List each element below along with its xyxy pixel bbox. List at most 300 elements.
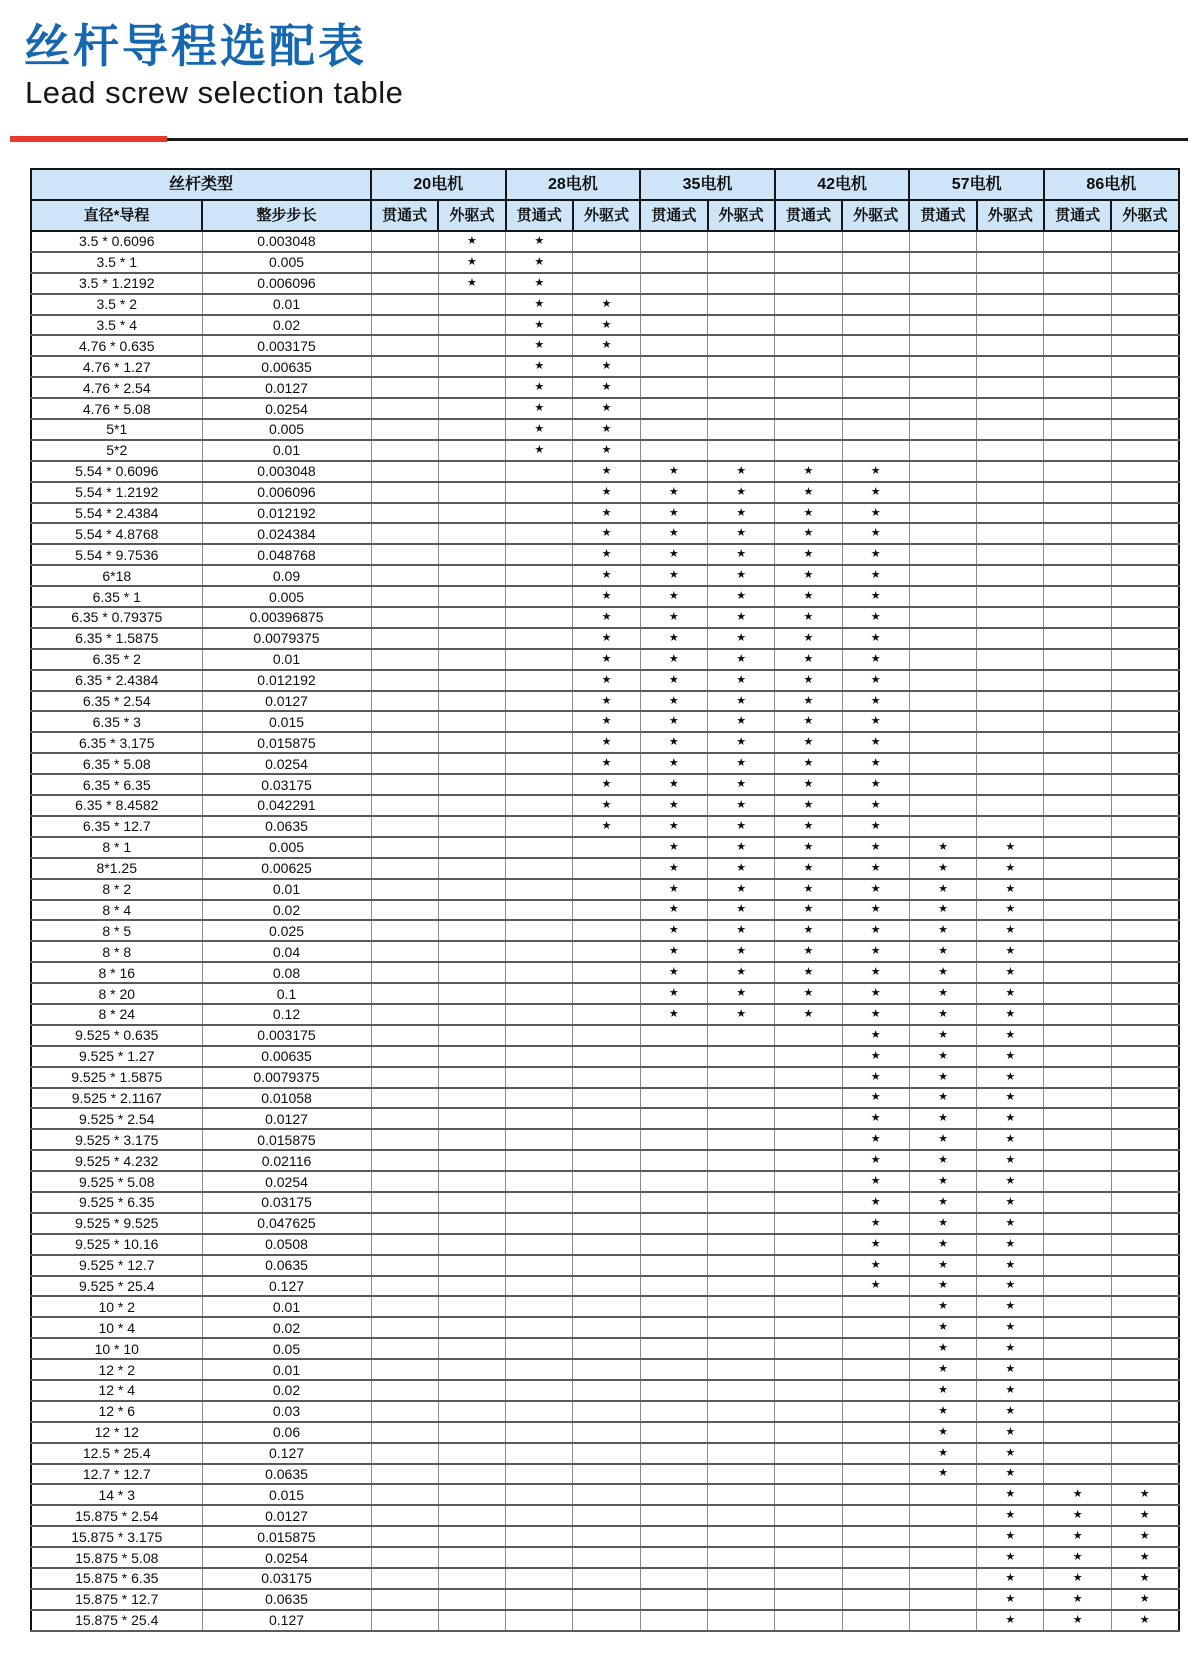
empty-mark-cell [775,1505,842,1526]
empty-mark-cell [708,1443,775,1464]
star-mark-cell: ★ [640,670,707,691]
empty-mark-cell [1044,440,1111,461]
spec-cell: 12 * 6 [31,1401,202,1422]
empty-mark-cell [775,1568,842,1589]
star-mark-cell: ★ [909,1380,976,1401]
empty-mark-cell [977,315,1044,336]
empty-mark-cell [640,315,707,336]
empty-mark-cell [640,252,707,273]
table-row [31,461,1179,482]
star-mark-cell: ★ [977,1338,1044,1359]
star-mark-cell: ★ [909,1004,976,1025]
spec-cell: 3.5 * 2 [31,294,202,315]
star-mark-cell: ★ [842,544,909,565]
empty-mark-cell [640,1255,707,1276]
step-cell: 0.042291 [202,795,371,816]
empty-mark-cell [842,1317,909,1338]
empty-mark-cell [708,1568,775,1589]
spec-cell: 4.76 * 0.635 [31,335,202,356]
star-mark-cell: ★ [573,398,640,419]
empty-mark-cell [842,335,909,356]
spec-cell: 15.875 * 25.4 [31,1610,202,1631]
empty-mark-cell [775,1464,842,1485]
empty-mark-cell [438,858,505,879]
empty-mark-cell [371,482,438,503]
empty-mark-cell [909,753,976,774]
step-cell: 0.0127 [202,1108,371,1129]
empty-mark-cell [909,482,976,503]
empty-mark-cell [909,440,976,461]
spec-cell: 9.525 * 0.635 [31,1025,202,1046]
star-mark-cell: ★ [708,565,775,586]
empty-mark-cell [977,461,1044,482]
star-mark-cell: ★ [573,503,640,524]
table-row [31,544,1179,565]
empty-mark-cell [842,1380,909,1401]
spec-cell: 6.35 * 3 [31,711,202,732]
star-mark-cell: ★ [640,795,707,816]
empty-mark-cell [1111,941,1178,962]
star-mark-cell: ★ [909,962,976,983]
empty-mark-cell [640,335,707,356]
empty-mark-cell [438,440,505,461]
empty-mark-cell [708,440,775,461]
empty-mark-cell [573,920,640,941]
step-cell: 0.003048 [202,231,371,252]
empty-mark-cell [506,482,573,503]
star-mark-cell: ★ [909,1234,976,1255]
star-mark-cell: ★ [708,1004,775,1025]
empty-mark-cell [775,1401,842,1422]
step-cell: 0.00635 [202,1046,371,1067]
table-row [31,962,1179,983]
star-mark-cell: ★ [640,900,707,921]
empty-mark-cell [506,1484,573,1505]
spec-cell: 6.35 * 0.79375 [31,607,202,628]
empty-mark-cell [438,482,505,503]
star-mark-cell: ★ [909,1129,976,1150]
empty-mark-cell [438,1484,505,1505]
spec-cell: 8*1.25 [31,858,202,879]
empty-mark-cell [640,1526,707,1547]
empty-mark-cell [573,1046,640,1067]
empty-mark-cell [371,1380,438,1401]
star-mark-cell: ★ [977,1422,1044,1443]
star-mark-cell: ★ [977,941,1044,962]
empty-mark-cell [371,649,438,670]
star-mark-cell: ★ [977,837,1044,858]
star-mark-cell: ★ [775,837,842,858]
empty-mark-cell [708,1255,775,1276]
empty-mark-cell [708,1108,775,1129]
step-cell: 0.0127 [202,377,371,398]
empty-mark-cell [506,1108,573,1129]
star-mark-cell: ★ [708,941,775,962]
empty-mark-cell [506,649,573,670]
empty-mark-cell [573,1380,640,1401]
empty-mark-cell [1111,586,1178,607]
empty-mark-cell [371,1589,438,1610]
empty-mark-cell [438,1088,505,1109]
table-row [31,1464,1179,1485]
empty-mark-cell [1044,1296,1111,1317]
table-row [31,1443,1179,1464]
empty-mark-cell [371,377,438,398]
empty-mark-cell [775,1255,842,1276]
spec-cell: 6.35 * 1 [31,586,202,607]
star-mark-cell: ★ [977,1505,1044,1526]
step-cell: 0.0079375 [202,1067,371,1088]
empty-mark-cell [1044,962,1111,983]
star-mark-cell: ★ [775,607,842,628]
star-mark-cell: ★ [775,941,842,962]
table-row [31,335,1179,356]
empty-mark-cell [438,1526,505,1547]
empty-mark-cell [909,586,976,607]
star-mark-cell: ★ [640,753,707,774]
star-mark-cell: ★ [573,315,640,336]
star-mark-cell: ★ [775,711,842,732]
star-mark-cell: ★ [977,1088,1044,1109]
empty-mark-cell [977,503,1044,524]
star-mark-cell: ★ [775,649,842,670]
star-mark-cell: ★ [506,440,573,461]
header-full-step: 整步步长 [202,200,371,231]
empty-mark-cell [438,398,505,419]
empty-mark-cell [1044,231,1111,252]
spec-cell: 12 * 2 [31,1359,202,1380]
empty-mark-cell [438,1108,505,1129]
empty-mark-cell [1111,419,1178,440]
spec-cell: 10 * 10 [31,1338,202,1359]
empty-mark-cell [371,1505,438,1526]
empty-mark-cell [573,231,640,252]
empty-mark-cell [506,816,573,837]
step-cell: 0.005 [202,419,371,440]
empty-mark-cell [708,1589,775,1610]
empty-mark-cell [1044,482,1111,503]
star-mark-cell: ★ [708,858,775,879]
star-mark-cell: ★ [842,1171,909,1192]
spec-cell: 9.525 * 25.4 [31,1276,202,1297]
empty-mark-cell [909,628,976,649]
step-cell: 0.03175 [202,1568,371,1589]
star-mark-cell: ★ [775,879,842,900]
empty-mark-cell [438,565,505,586]
empty-mark-cell [640,1547,707,1568]
table-row [31,1589,1179,1610]
table-row [31,1255,1179,1276]
header-motor-86: 86电机 [1044,169,1179,200]
table-row [31,1150,1179,1171]
empty-mark-cell [708,1067,775,1088]
star-mark-cell: ★ [977,1067,1044,1088]
empty-mark-cell [438,1422,505,1443]
empty-mark-cell [1111,1067,1178,1088]
star-mark-cell: ★ [909,1067,976,1088]
empty-mark-cell [573,1589,640,1610]
empty-mark-cell [1111,1276,1178,1297]
star-mark-cell: ★ [775,774,842,795]
star-mark-cell: ★ [708,753,775,774]
star-mark-cell: ★ [842,1255,909,1276]
star-mark-cell: ★ [842,858,909,879]
empty-mark-cell [371,523,438,544]
empty-mark-cell [775,1046,842,1067]
star-mark-cell: ★ [775,858,842,879]
page-title: 丝杆导程选配表 [24,20,367,72]
spec-cell: 5.54 * 9.7536 [31,544,202,565]
table-row [31,816,1179,837]
star-mark-cell: ★ [842,649,909,670]
empty-mark-cell [708,1213,775,1234]
star-mark-cell: ★ [842,816,909,837]
star-mark-cell: ★ [909,1359,976,1380]
empty-mark-cell [708,419,775,440]
star-mark-cell: ★ [909,1464,976,1485]
header-ext-86: 外驱式 [1111,200,1178,231]
star-mark-cell: ★ [640,461,707,482]
rule-red-segment [10,136,167,142]
star-mark-cell: ★ [842,1004,909,1025]
empty-mark-cell [1044,315,1111,336]
empty-mark-cell [640,1276,707,1297]
empty-mark-cell [438,711,505,732]
empty-mark-cell [1044,1108,1111,1129]
empty-mark-cell [708,1171,775,1192]
step-cell: 0.1 [202,983,371,1004]
empty-mark-cell [438,691,505,712]
empty-mark-cell [438,294,505,315]
star-mark-cell: ★ [909,1108,976,1129]
star-mark-cell: ★ [775,503,842,524]
empty-mark-cell [1044,649,1111,670]
empty-mark-cell [371,1338,438,1359]
spec-cell: 9.525 * 5.08 [31,1171,202,1192]
step-cell: 0.047625 [202,1213,371,1234]
spec-cell: 10 * 2 [31,1296,202,1317]
star-mark-cell: ★ [842,1276,909,1297]
star-mark-cell: ★ [977,1025,1044,1046]
empty-mark-cell [708,1464,775,1485]
header-thru-57: 贯通式 [909,200,976,231]
star-mark-cell: ★ [775,816,842,837]
empty-mark-cell [1111,565,1178,586]
empty-mark-cell [640,1401,707,1422]
empty-mark-cell [1044,294,1111,315]
star-mark-cell: ★ [775,544,842,565]
empty-mark-cell [909,1568,976,1589]
star-mark-cell: ★ [909,1171,976,1192]
star-mark-cell: ★ [977,1046,1044,1067]
star-mark-cell: ★ [775,1004,842,1025]
spec-cell: 9.525 * 12.7 [31,1255,202,1276]
empty-mark-cell [438,1213,505,1234]
table-row [31,1296,1179,1317]
empty-mark-cell [506,1276,573,1297]
empty-mark-cell [1111,920,1178,941]
empty-mark-cell [371,1422,438,1443]
spec-cell: 9.525 * 10.16 [31,1234,202,1255]
empty-mark-cell [371,315,438,336]
header-thru-86: 贯通式 [1044,200,1111,231]
empty-mark-cell [573,1526,640,1547]
empty-mark-cell [1111,795,1178,816]
header-motor-35: 35电机 [640,169,775,200]
empty-mark-cell [708,1422,775,1443]
empty-mark-cell [708,1484,775,1505]
empty-mark-cell [909,565,976,586]
star-mark-cell: ★ [977,1526,1044,1547]
empty-mark-cell [1044,1317,1111,1338]
star-mark-cell: ★ [573,523,640,544]
star-mark-cell: ★ [842,983,909,1004]
empty-mark-cell [1111,1380,1178,1401]
empty-mark-cell [1044,1359,1111,1380]
empty-mark-cell [640,377,707,398]
star-mark-cell: ★ [977,1484,1044,1505]
empty-mark-cell [1044,398,1111,419]
star-mark-cell: ★ [977,1401,1044,1422]
star-mark-cell: ★ [977,858,1044,879]
empty-mark-cell [438,503,505,524]
spec-cell: 9.525 * 1.27 [31,1046,202,1067]
empty-mark-cell [977,607,1044,628]
header-motor-20: 20电机 [371,169,506,200]
spec-cell: 9.525 * 1.5875 [31,1067,202,1088]
star-mark-cell: ★ [573,753,640,774]
rule-dark-segment [167,138,1188,141]
empty-mark-cell [842,1401,909,1422]
empty-mark-cell [1111,1046,1178,1067]
empty-mark-cell [573,1108,640,1129]
star-mark-cell: ★ [506,315,573,336]
empty-mark-cell [977,440,1044,461]
empty-mark-cell [977,670,1044,691]
table-row [31,900,1179,921]
empty-mark-cell [438,1234,505,1255]
empty-mark-cell [573,1443,640,1464]
empty-mark-cell [640,294,707,315]
star-mark-cell: ★ [1044,1568,1111,1589]
empty-mark-cell [371,252,438,273]
page-header [0,0,1200,110]
empty-mark-cell [506,1568,573,1589]
star-mark-cell: ★ [909,1088,976,1109]
empty-mark-cell [1111,858,1178,879]
star-mark-cell: ★ [573,691,640,712]
step-cell: 0.0127 [202,1505,371,1526]
spec-cell: 4.76 * 1.27 [31,356,202,377]
spec-cell: 5*2 [31,440,202,461]
empty-mark-cell [438,1380,505,1401]
table-row [31,1004,1179,1025]
empty-mark-cell [842,377,909,398]
empty-mark-cell [775,273,842,294]
empty-mark-cell [1044,795,1111,816]
empty-mark-cell [506,858,573,879]
star-mark-cell: ★ [708,503,775,524]
empty-mark-cell [438,1192,505,1213]
step-cell: 0.0635 [202,816,371,837]
empty-mark-cell [708,1296,775,1317]
star-mark-cell: ★ [708,607,775,628]
empty-mark-cell [573,837,640,858]
star-mark-cell: ★ [909,1025,976,1046]
star-mark-cell: ★ [842,1150,909,1171]
empty-mark-cell [573,1610,640,1631]
star-mark-cell: ★ [842,565,909,586]
header-ext-42: 外驱式 [842,200,909,231]
star-mark-cell: ★ [573,377,640,398]
empty-mark-cell [1111,670,1178,691]
empty-mark-cell [1111,1422,1178,1443]
empty-mark-cell [438,1547,505,1568]
table-row [31,273,1179,294]
empty-mark-cell [775,315,842,336]
empty-mark-cell [506,1464,573,1485]
empty-mark-cell [371,1568,438,1589]
table-row [31,1568,1179,1589]
star-mark-cell: ★ [640,941,707,962]
empty-mark-cell [1111,523,1178,544]
step-cell: 0.00625 [202,858,371,879]
empty-mark-cell [506,670,573,691]
table-row [31,1129,1179,1150]
spec-cell: 5.54 * 0.6096 [31,461,202,482]
empty-mark-cell [573,1296,640,1317]
star-mark-cell: ★ [708,670,775,691]
empty-mark-cell [1111,983,1178,1004]
empty-mark-cell [1044,983,1111,1004]
empty-mark-cell [506,1296,573,1317]
empty-mark-cell [371,565,438,586]
empty-mark-cell [438,962,505,983]
step-cell: 0.00635 [202,356,371,377]
step-cell: 0.024384 [202,523,371,544]
empty-mark-cell [1111,461,1178,482]
star-mark-cell: ★ [909,920,976,941]
table-row [31,649,1179,670]
table-row [31,837,1179,858]
star-mark-cell: ★ [506,231,573,252]
star-mark-cell: ★ [506,294,573,315]
empty-mark-cell [371,837,438,858]
table-row [31,1484,1179,1505]
header-ext-57: 外驱式 [977,200,1044,231]
table-row [31,1234,1179,1255]
star-mark-cell: ★ [909,879,976,900]
star-mark-cell: ★ [842,1129,909,1150]
table-row [31,1422,1179,1443]
spec-cell: 4.76 * 5.08 [31,398,202,419]
empty-mark-cell [775,1338,842,1359]
empty-mark-cell [1111,1213,1178,1234]
empty-mark-cell [371,1234,438,1255]
empty-mark-cell [1111,1359,1178,1380]
empty-mark-cell [775,1025,842,1046]
header-thru-28: 贯通式 [506,200,573,231]
empty-mark-cell [573,252,640,273]
star-mark-cell: ★ [506,356,573,377]
star-mark-cell: ★ [842,962,909,983]
star-mark-cell: ★ [842,628,909,649]
empty-mark-cell [1111,753,1178,774]
table-row [31,1046,1179,1067]
empty-mark-cell [977,523,1044,544]
star-mark-cell: ★ [909,983,976,1004]
table-row [31,1067,1179,1088]
